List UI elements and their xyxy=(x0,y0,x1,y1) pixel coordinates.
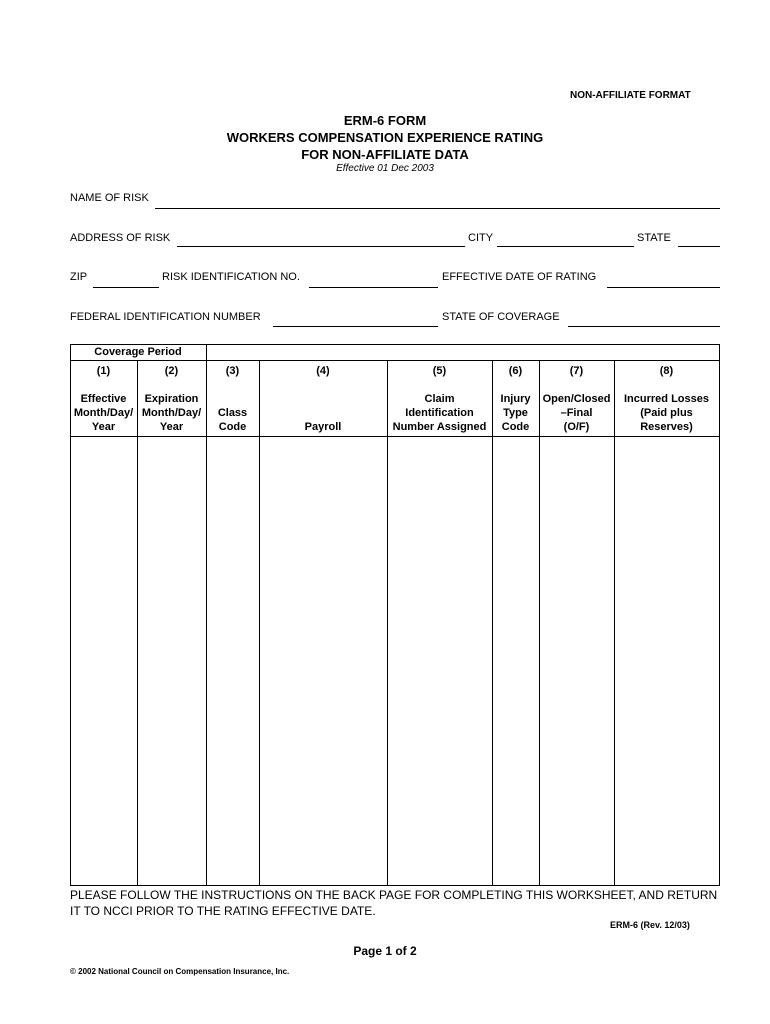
col-7-line3: (O/F) xyxy=(563,421,590,433)
name-of-risk-label: NAME OF RISK xyxy=(70,192,149,204)
col-3-line2: Class xyxy=(217,407,248,419)
page-number: Page 1 of 2 xyxy=(353,944,417,958)
city-label: CITY xyxy=(468,232,494,244)
col-8-line2: (Paid plus xyxy=(640,407,693,419)
federal-id-label: FEDERAL IDENTIFICATION NUMBER xyxy=(70,311,261,323)
col-8-line1: Incurred Losses xyxy=(624,393,709,405)
address-of-risk-label: ADDRESS OF RISK xyxy=(70,232,171,244)
col-2-line2: Month/Day/ xyxy=(141,407,202,419)
col-5-line1: Claim xyxy=(424,393,455,405)
coverage-period-header: Coverage Period xyxy=(94,346,182,358)
federal-id-field[interactable] xyxy=(273,326,438,327)
col-7-number: (7) xyxy=(569,365,584,377)
effective-date-label: EFFECTIVE DATE OF RATING xyxy=(442,271,597,283)
col-5-line2: Identification xyxy=(405,407,474,419)
col-7-line1: Open/Closed xyxy=(542,393,611,405)
loss-data-table xyxy=(70,344,720,886)
zip-label: ZIP xyxy=(70,271,88,283)
col-2-line3: Year xyxy=(159,421,184,433)
col-5-line3: Number Assigned xyxy=(392,421,487,433)
state-field[interactable] xyxy=(678,246,720,247)
effective-date-field[interactable] xyxy=(607,287,720,288)
col-7-line2: –Final xyxy=(560,407,593,419)
col-1-number: (1) xyxy=(96,365,111,377)
col-8-line3: Reserves) xyxy=(640,421,693,433)
address-of-risk-field[interactable] xyxy=(177,246,465,247)
col-6-line1: Injury xyxy=(500,393,531,405)
risk-id-label: RISK IDENTIFICATION NO. xyxy=(162,271,300,283)
col-4-number: (4) xyxy=(316,365,330,377)
col-6-line2: Type xyxy=(503,407,528,419)
col-1-line2: Month/Day/ xyxy=(73,407,134,419)
format-label: NON-AFFILIATE FORMAT xyxy=(570,90,691,101)
form-subtitle: WORKERS COMPENSATION EXPERIENCE RATING xyxy=(226,130,544,145)
form-subtitle-2: FOR NON-AFFILIATE DATA xyxy=(301,147,469,162)
col-6-number: (6) xyxy=(508,365,523,377)
form-title: ERM-6 FORM xyxy=(343,113,427,128)
state-of-coverage-label: STATE OF COVERAGE xyxy=(442,311,560,323)
city-field[interactable] xyxy=(497,246,634,247)
zip-field[interactable] xyxy=(93,287,159,288)
col-2-line1: Expiration xyxy=(144,393,199,405)
col-1-line3: Year xyxy=(91,421,116,433)
state-of-coverage-field[interactable] xyxy=(568,326,720,327)
risk-id-field[interactable] xyxy=(309,287,438,288)
state-label: STATE xyxy=(637,232,671,244)
col-3-number: (3) xyxy=(225,365,240,377)
copyright: © 2002 National Council on Compensation Insurance, Inc. xyxy=(70,967,290,976)
table-body-entry-area[interactable] xyxy=(71,437,719,885)
col-6-line3: Code xyxy=(501,421,530,433)
col-1-line1: Effective xyxy=(80,393,127,405)
col-8-number: (8) xyxy=(659,365,674,377)
col-3-line3: Code xyxy=(218,421,247,433)
col-4-line3: Payroll xyxy=(304,421,342,433)
instructions-text: PLEASE FOLLOW THE INSTRUCTIONS ON THE BACK PAGE FOR COMPLETING THIS WORKSHEET, AND RETURN IT TO NCCI PRIOR TO THE RATING EFFECTIVE DATE. xyxy=(70,888,718,918)
name-of-risk-field[interactable] xyxy=(155,208,720,209)
col-2-number: (2) xyxy=(164,365,179,377)
col-5-number: (5) xyxy=(432,365,447,377)
effective-date-note: Effective 01 Dec 2003 xyxy=(336,163,434,174)
revision-label: ERM-6 (Rev. 12/03) xyxy=(610,920,690,930)
